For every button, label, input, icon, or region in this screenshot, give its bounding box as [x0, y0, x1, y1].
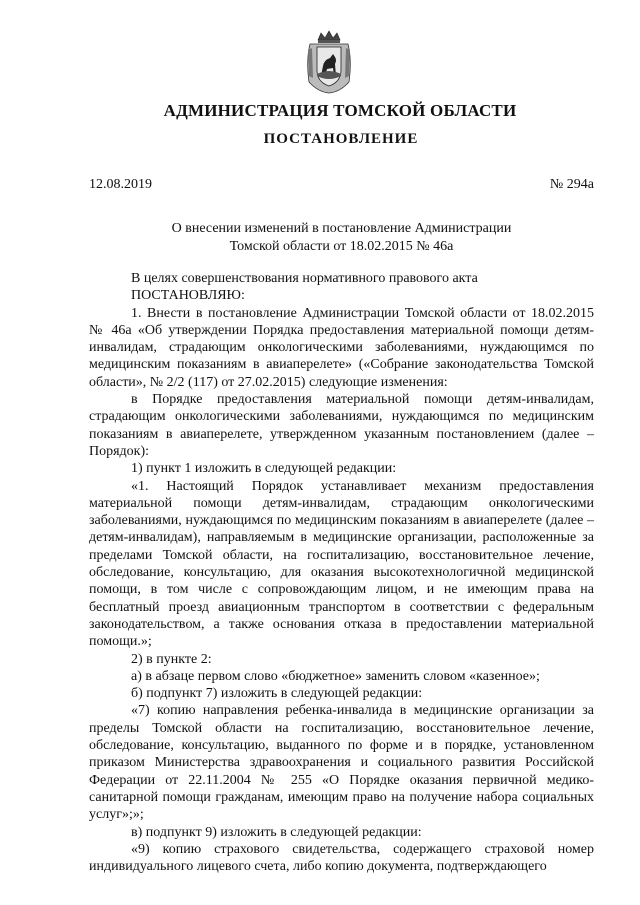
body-paragraph: 1. Внести в постановление Администрации Томской области от 18.02.2015 № 46а «Об утверждении Порядка предоставления материальной помощи детям-инвалидам, страдающим онкологическими заболеваниями, нуждающимся по медицинским показаниям в авиаперелете» («Собрание законодательства Томской области», № 2/2 (117) от 27.02.2015) следующие изменения:: [89, 305, 594, 390]
body-paragraph: а) в абзаце первом слово «бюджетное» заменить словом «казенное»;: [131, 668, 540, 684]
body-paragraph: 2) в пункте 2:: [131, 651, 212, 667]
subject-line: О внесении изменений в постановление Администрации: [171, 221, 512, 236]
body-paragraph: В целях совершенствования нормативного правового акта: [131, 271, 478, 286]
body-paragraph: «7) копию направления ребенка-инвалида в медицинские организации за пределы Томской области на госпитализацию, восстановительное лечение, обследование, консультацию, выданного по форме и в порядке, установленном приказом Министерства здравоохранения и социального развития Российской Федерации от 22.11.2004 № 255 «О Порядке оказания первичной медико-санитарной помощи гражданам, имеющим право на получение набора социальных услуг»;»;: [89, 703, 594, 823]
body-paragraph: «9) копию страхового свидетельства, содержащего страховой номер индивидуального лицевого счета, либо копию документа, подтверждающего: [89, 841, 594, 875]
organization-title: АДМИНИСТРАЦИЯ ТОМСКОЙ ОБЛАСТИ: [163, 101, 517, 120]
body-paragraph: «1. Настоящий Порядок устанавливает механизм предоставления материальной помощи детям-инвалидам, страдающим онкологическими заболеваниями, нуждающимся по медицинским показаниям в авиаперелете (далее – детям-инвалидам), направляемым в медицинские организации, расположенные за пределами Томской области, на госпитализацию, восстановительное лечение, обследование, консультацию, для оказания высокотехнологичной медицинской помощи, в том числе с сопровождающим лицом, и не имеющим права на бесплатный проезд авиационным транспортом в соответствии с федеральным законодательством, а также основания отказа в предоставлении материальной помощи.»;: [89, 478, 594, 650]
body-paragraph: в Порядке предоставления материальной помощи детям-инвалидам, страдающим онкологическими заболеваниями, нуждающимся по медицинским показаниям в авиаперелете, утвержденном указанным постановлением (далее – Порядок):: [89, 392, 594, 459]
body-paragraph: 1) пункт 1 изложить в следующей редакции:: [131, 461, 397, 477]
document-number: № 294а: [549, 177, 594, 192]
body-paragraph: в) подпункт 9) изложить в следующей редакции:: [131, 824, 422, 840]
subject-line: Томской области от 18.02.2015 № 46а: [229, 239, 454, 254]
document-date: 12.08.2019: [89, 177, 152, 192]
document-type-heading: ПОСТАНОВЛЕНИЕ: [263, 131, 419, 147]
body-paragraph: б) подпункт 7) изложить в следующей редакции:: [131, 686, 423, 702]
document-subject: [89, 220, 594, 256]
body-paragraph: ПОСТАНОВЛЯЮ:: [131, 288, 245, 304]
tomsk-region-coat-of-arms-icon: [304, 30, 354, 94]
document-body: [89, 270, 594, 875]
